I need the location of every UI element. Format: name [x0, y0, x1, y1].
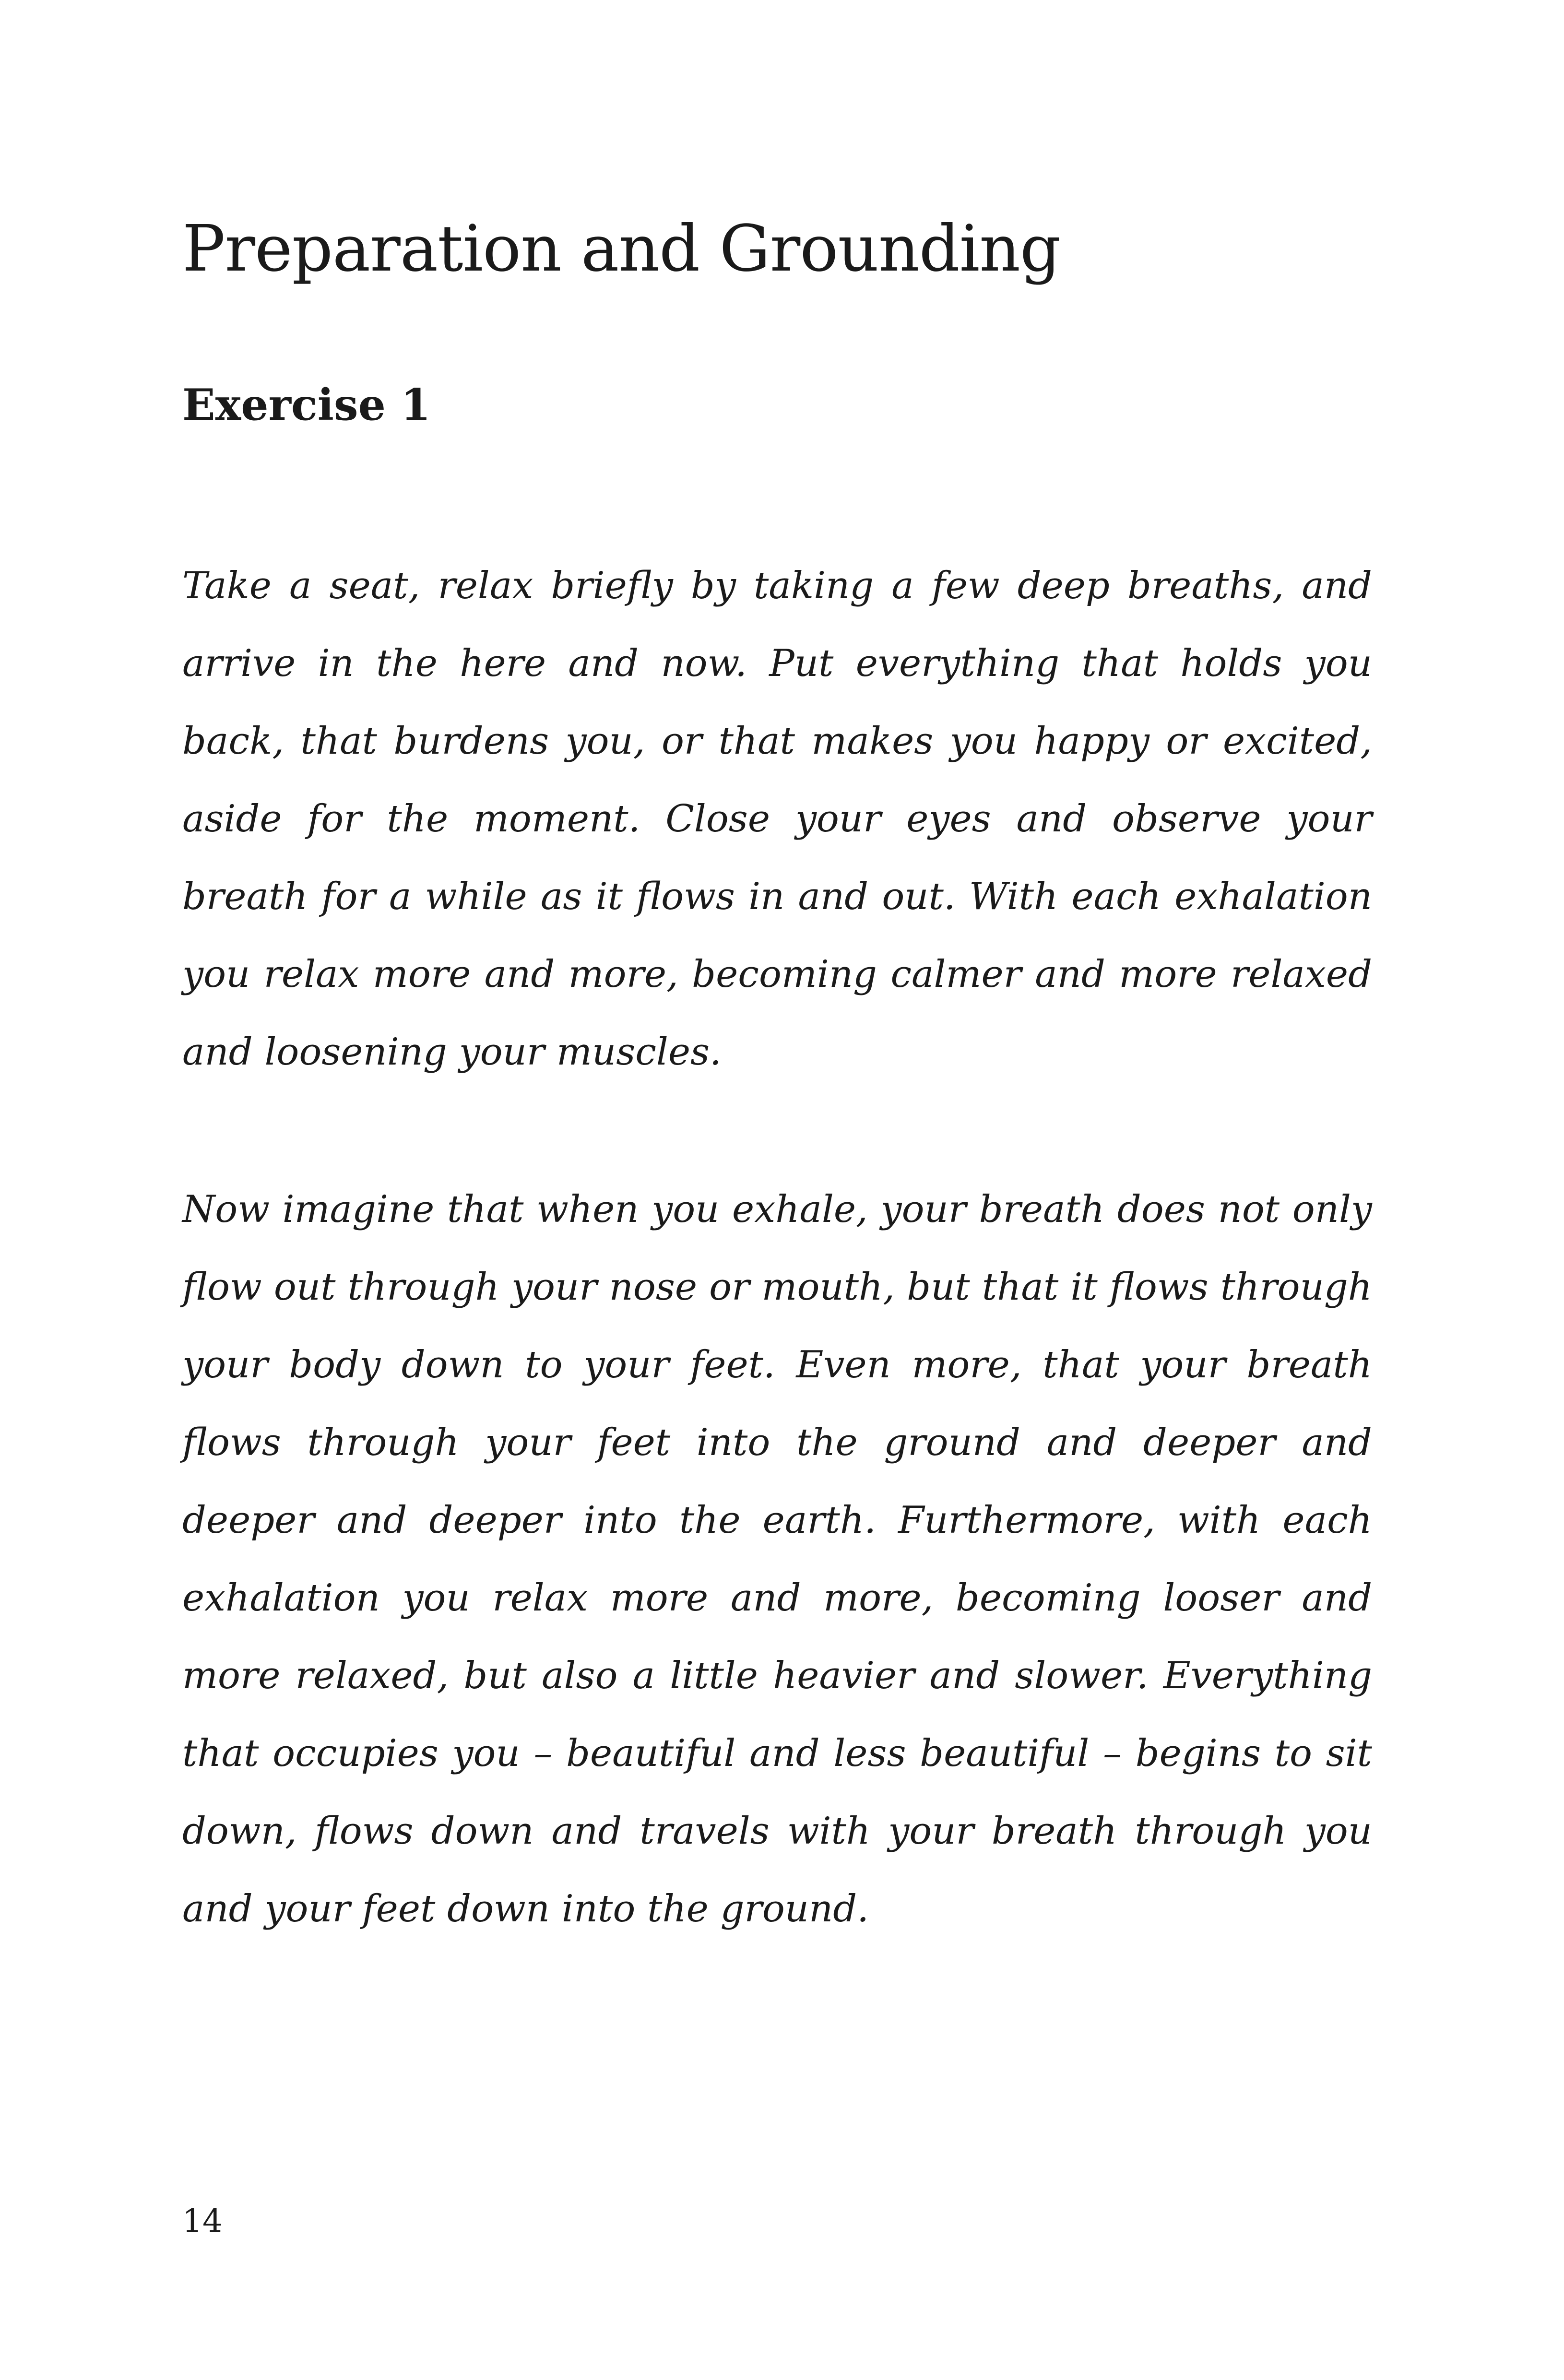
body-paragraph-2: Now imagine that when you exhale, your breath does not only flow out through your nose or mouth, but that it flows through your body down to your feet. Even more, that your breath flows through your feet into the ground and deeper and deeper and deeper into the earth. Furthermore, with each exhalation you relax more and more, becoming looser and more relaxed, but also a little heavier and slower. Everything that occupies you – beautiful and less beautiful – begins to sit down, flows down and travels with your breath through you and your feet down into the ground. — [182, 1188, 1372, 1930]
chapter-title: Preparation and Grounding — [182, 212, 1061, 286]
page-number: 14 — [182, 2202, 223, 2239]
body-paragraph-1: Take a seat, relax briefly by taking a few deep breaths, and arrive in the here and now. Put everything that holds you back, that burdens you, or that makes you happy or excited, aside for the moment. Close your eyes and observe your breath for a while as it flows in and out. With each exhalation you relax more and more, becoming calmer and more relaxed and loosening your muscles. — [182, 564, 1372, 1074]
exercise-heading: Exercise 1 — [182, 379, 431, 430]
